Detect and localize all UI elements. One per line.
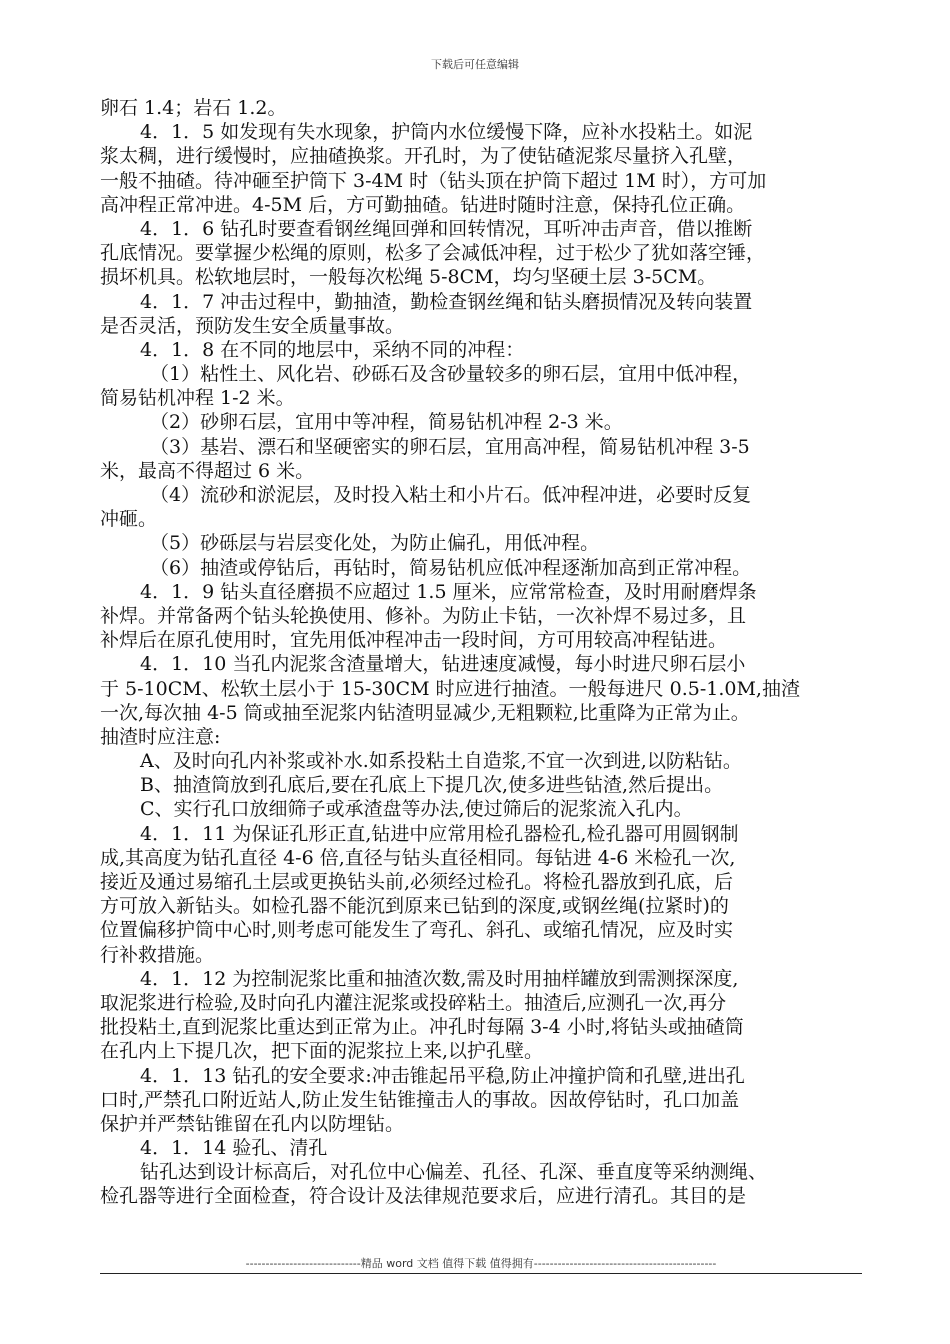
text-line: 4．1．9 钻头直径磨损不应超过 1.5 厘米，应常常检查，及时用耐磨焊条 [140,580,757,603]
text-line: 一般不抽碴。待冲砸至护筒下 3-4M 时（钻头顶在护筒下超过 1M 时），方可加 [100,169,767,192]
text-line: （4）流砂和淤泥层，及时投入粘土和小片石。低冲程冲进，必要时反复 [150,484,752,506]
text-line: 冲砸。 [100,508,158,531]
text-line: 4．1．12 为控制泥浆比重和抽渣次数,需及时用抽样罐放到需测探深度, [140,967,739,990]
text-line: 卵石 1.4；岩石 1.2。 [100,97,287,119]
text-line: 接近及通过易缩孔土层或更换钻头前,必须经过检孔。将检孔器放到孔底，后 [100,871,734,893]
text-line: 浆太稠，进行缓慢时，应抽碴换浆。开孔时，为了使钻碴泥浆尽量挤入孔壁， [100,145,747,168]
text-line: （1）粘性土、风化岩、砂砾石及含砂量较多的卵石层，宜用中低冲程， [150,363,752,386]
text-line: 取泥浆进行检验,及时向孔内灌注泥浆或投碎粘土。抽渣后,应测孔一次,再分 [100,991,727,1014]
text-line: 于 5-10CM、松软土层小于 15-30CM 时应进行抽渣。一般每进尺 0.5-1.0M,抽渣 [100,677,800,700]
text-line: 米，最高不得超过 6 米。 [100,459,315,482]
text-line: 一次,每次抽 4-5 筒或抽至泥浆内钻渣明显减少,无粗颗粒,比重降为正常为止。 [100,701,750,724]
text-line: 简易钻机冲程 1-2 米。 [100,387,295,410]
text-line: 4．1．13 钻孔的安全要求:冲击锥起吊平稳,防止冲撞护筒和孔壁,进出孔 [140,1064,745,1087]
text-line: 4．1．11 为保证孔形正直,钻进中应常用检孔器检孔,检孔器可用圆钢制 [140,822,739,845]
text-line: 4．1．10 当孔内泥浆含渣量增大，钻进速度减慢，每小时进尺卵石层小 [140,653,746,676]
text-line: 损坏机具。松软地层时，一般每次松绳 5-8CM，均匀坚硬土层 3-5CM。 [100,266,717,289]
text-line: 保护并严禁钻锥留在孔内以防埋钻。 [100,1112,405,1135]
text-line: 补焊后在原孔使用时，宜先用低冲程冲击一段时间，方可用较高冲程钻进。 [100,629,728,652]
text-line: （3）基岩、漂石和坚硬密实的卵石层，宜用高冲程，简易钻机冲程 3-5 [150,435,750,458]
text-line: B、抽渣筒放到孔底后,要在孔底上下提几次,使多进些钻渣,然后提出。 [140,774,724,797]
text-line: 在孔内上下提几次，把下面的泥浆拉上来,以护孔壁。 [100,1040,544,1063]
text-line: 4．1．5 如发现有失水现象，护筒内水位缓慢下降，应补水投粘土。如泥 [140,121,753,144]
text-line: 成,其高度为钻孔直径 4-6 倍,直径与钻头直径相同。每钻进 4-6 米检孔一次, [100,846,736,869]
header-note: 下载后可任意编辑 [431,58,519,71]
text-line: 高冲程正常冲进。4-5M 后，方可勤抽碴。钻进时随时注意，保持孔位正确。 [100,193,746,216]
text-line: 批投粘土,直到泥浆比重达到正常为止。冲孔时每隔 3-4 小时,将钻头或抽碴筒 [100,1016,744,1039]
text-line: 口时,严禁孔口附近站人,防止发生钻锥撞击人的事故。因故停钻时，孔口加盖 [100,1088,740,1111]
text-line: 4．1．8 在不同的地层中，采纳不同的冲程： [140,338,525,361]
text-line: 方可放入新钻头。如检孔器不能沉到原来已钻到的深度,或钢丝绳(拉紧时)的 [100,895,729,918]
text-line: A、及时向孔内补浆或补水.如系投粘土自造浆,不宜一次到进,以防粘钻。 [140,750,742,773]
document-body [100,96,862,1209]
text-line: 4．1．7 冲击过程中，勤抽渣，勤检查钢丝绳和钻头磨损情况及转向装置 [140,290,753,313]
text-line: （2）砂卵石层，宜用中等冲程，简易钻机冲程 2-3 米。 [150,411,623,434]
text-line: （6）抽渣或停钻后，再钻时，简易钻机应低冲程逐渐加高到正常冲程。 [150,556,752,579]
footer-note: -----------------------------精品 word 文档 值得下载 值得拥有---------------------------------------------- [245,1257,717,1270]
text-line: 行补救措施。 [100,943,215,966]
text-line: 补焊。并常备两个钻头轮换使用、修补。为防止卡钻，一次补焊不易过多，且 [100,604,747,627]
text-line: 孔底情况。要掌握少松绳的原则，松多了会减低冲程，过于松少了犹如落空锤， [100,242,766,265]
text-line: 位置偏移护筒中心时,则考虑可能发生了弯孔、斜孔、或缩孔情况，应及时实 [100,919,734,942]
text-line: 钻孔达到设计标高后，对孔位中心偏差、孔径、孔深、垂直度等采纳测绳、 [140,1161,768,1184]
text-line: 抽渣时应注意: [100,725,221,748]
text-line: 是否灵活，预防发生安全质量事故。 [100,314,405,337]
text-line: 检孔器等进行全面检查，符合设计及法律规范要求后，应进行清孔。其目的是 [100,1185,747,1208]
text-line: 4．1．14 验孔、清孔 [140,1137,328,1160]
text-line: 4．1．6 钻孔时要查看钢丝绳回弹和回转情况，耳听冲击声音，借以推断 [140,217,753,240]
footer-divider [100,1273,862,1274]
text-line: （5）砂砾层与岩层变化处，为防止偏孔，用低冲程。 [150,532,600,555]
text-line: C、实行孔口放细筛子或承渣盘等办法,使过筛后的泥浆流入孔内。 [140,798,693,821]
